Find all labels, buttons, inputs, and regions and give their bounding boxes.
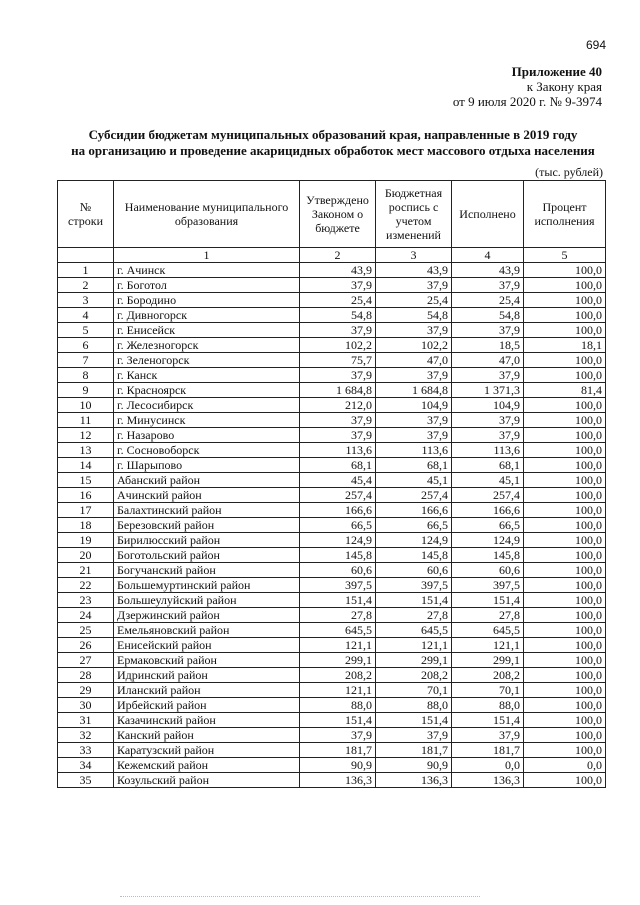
table-row	[58, 653, 606, 668]
subsidies-table	[57, 180, 606, 788]
cell-approved: 90,9	[300, 758, 376, 773]
cell-approved: 136,3	[300, 773, 376, 788]
document-title	[40, 127, 626, 159]
cell-municipality: Боготольский район	[114, 548, 300, 563]
cell-revised: 27,8	[376, 608, 452, 623]
cell-executed: 645,5	[452, 623, 524, 638]
cell-executed: 37,9	[452, 728, 524, 743]
cell-executed: 299,1	[452, 653, 524, 668]
cell-row-number: 18	[58, 518, 114, 533]
cell-approved: 645,5	[300, 623, 376, 638]
table-row	[58, 623, 606, 638]
cell-municipality: г. Бородино	[114, 293, 300, 308]
cell-municipality: г. Боготол	[114, 278, 300, 293]
cell-revised: 37,9	[376, 428, 452, 443]
cell-executed: 37,9	[452, 278, 524, 293]
table-row	[58, 398, 606, 413]
cell-executed: 37,9	[452, 428, 524, 443]
cell-executed: 151,4	[452, 593, 524, 608]
cell-municipality: г. Сосновоборск	[114, 443, 300, 458]
column-number: 3	[376, 248, 452, 263]
cell-revised: 88,0	[376, 698, 452, 713]
cell-municipality: Большеулуйский район	[114, 593, 300, 608]
cell-approved: 145,8	[300, 548, 376, 563]
cell-revised: 54,8	[376, 308, 452, 323]
cell-percent: 100,0	[524, 323, 606, 338]
cell-percent: 100,0	[524, 713, 606, 728]
table-body	[58, 263, 606, 788]
document-title-line-1: Субсидии бюджетам муниципальных образований края, направленные в 2019 году	[88, 127, 578, 142]
cell-row-number: 31	[58, 713, 114, 728]
cell-municipality: г. Лесосибирск	[114, 398, 300, 413]
cell-percent: 0,0	[524, 758, 606, 773]
cell-approved: 66,5	[300, 518, 376, 533]
cell-executed: 104,9	[452, 398, 524, 413]
cell-revised: 68,1	[376, 458, 452, 473]
cell-row-number: 13	[58, 443, 114, 458]
cell-executed: 43,9	[452, 263, 524, 278]
cell-revised: 90,9	[376, 758, 452, 773]
cell-row-number: 24	[58, 608, 114, 623]
cell-percent: 100,0	[524, 563, 606, 578]
cell-approved: 151,4	[300, 713, 376, 728]
cell-approved: 37,9	[300, 428, 376, 443]
appendix-law-date: от 9 июля 2020 г. № 9-3974	[452, 94, 602, 109]
cell-row-number: 32	[58, 728, 114, 743]
table-row	[58, 743, 606, 758]
cell-row-number: 16	[58, 488, 114, 503]
cell-row-number: 30	[58, 698, 114, 713]
table-row	[58, 278, 606, 293]
cell-executed: 397,5	[452, 578, 524, 593]
units-note: (тыс. рублей)	[535, 165, 603, 179]
cell-executed: 208,2	[452, 668, 524, 683]
table-row	[58, 728, 606, 743]
cell-executed: 121,1	[452, 638, 524, 653]
cell-executed: 70,1	[452, 683, 524, 698]
cell-municipality: Емельяновский район	[114, 623, 300, 638]
table-row	[58, 488, 606, 503]
cell-approved: 299,1	[300, 653, 376, 668]
cell-percent: 100,0	[524, 593, 606, 608]
cell-municipality: г. Ачинск	[114, 263, 300, 278]
table-row	[58, 668, 606, 683]
cell-percent: 100,0	[524, 698, 606, 713]
cell-approved: 257,4	[300, 488, 376, 503]
table-row	[58, 578, 606, 593]
cell-percent: 100,0	[524, 443, 606, 458]
cell-percent: 100,0	[524, 398, 606, 413]
cell-approved: 88,0	[300, 698, 376, 713]
page-number: 694	[586, 38, 607, 52]
cell-executed: 37,9	[452, 323, 524, 338]
table-row	[58, 518, 606, 533]
cell-approved: 45,4	[300, 473, 376, 488]
cell-municipality: Казачинский район	[114, 713, 300, 728]
table-row	[58, 533, 606, 548]
cell-revised: 124,9	[376, 533, 452, 548]
cell-percent: 100,0	[524, 548, 606, 563]
cell-revised: 37,9	[376, 278, 452, 293]
cell-municipality: Каратузский район	[114, 743, 300, 758]
cell-municipality: г. Шарыпово	[114, 458, 300, 473]
document-title-line-2: на организацию и проведение акарицидных обработок мест массового отдыха населения	[71, 143, 595, 158]
cell-row-number: 14	[58, 458, 114, 473]
cell-revised: 45,1	[376, 473, 452, 488]
cell-executed: 88,0	[452, 698, 524, 713]
cell-approved: 181,7	[300, 743, 376, 758]
cell-municipality: Березовский район	[114, 518, 300, 533]
table-row	[58, 353, 606, 368]
cell-row-number: 17	[58, 503, 114, 518]
cell-row-number: 28	[58, 668, 114, 683]
cell-row-number: 27	[58, 653, 114, 668]
cell-percent: 81,4	[524, 383, 606, 398]
cell-municipality: Канский район	[114, 728, 300, 743]
cell-municipality: Козульский район	[114, 773, 300, 788]
cell-row-number: 12	[58, 428, 114, 443]
cell-row-number: 10	[58, 398, 114, 413]
cell-percent: 18,1	[524, 338, 606, 353]
cell-percent: 100,0	[524, 308, 606, 323]
cell-revised: 181,7	[376, 743, 452, 758]
cell-percent: 100,0	[524, 353, 606, 368]
cell-percent: 100,0	[524, 773, 606, 788]
header-row-number: № строки	[58, 181, 114, 248]
header-executed: Исполнено	[452, 181, 524, 248]
cell-approved: 212,0	[300, 398, 376, 413]
cell-municipality: г. Зеленогорск	[114, 353, 300, 368]
table-row	[58, 548, 606, 563]
cell-revised: 102,2	[376, 338, 452, 353]
cell-executed: 0,0	[452, 758, 524, 773]
cell-executed: 54,8	[452, 308, 524, 323]
cell-revised: 60,6	[376, 563, 452, 578]
cell-approved: 166,6	[300, 503, 376, 518]
cell-percent: 100,0	[524, 638, 606, 653]
cell-municipality: Ермаковский район	[114, 653, 300, 668]
cell-revised: 70,1	[376, 683, 452, 698]
cell-revised: 37,9	[376, 323, 452, 338]
table-row	[58, 293, 606, 308]
table-row	[58, 368, 606, 383]
cell-row-number: 20	[58, 548, 114, 563]
cell-revised: 37,9	[376, 728, 452, 743]
cell-revised: 151,4	[376, 713, 452, 728]
cell-row-number: 22	[58, 578, 114, 593]
cell-row-number: 33	[58, 743, 114, 758]
cell-municipality: Иланский район	[114, 683, 300, 698]
cell-revised: 397,5	[376, 578, 452, 593]
cell-revised: 145,8	[376, 548, 452, 563]
cell-approved: 25,4	[300, 293, 376, 308]
cell-executed: 166,6	[452, 503, 524, 518]
cell-approved: 43,9	[300, 263, 376, 278]
cell-revised: 257,4	[376, 488, 452, 503]
cell-approved: 54,8	[300, 308, 376, 323]
cell-approved: 37,9	[300, 368, 376, 383]
cell-revised: 43,9	[376, 263, 452, 278]
cell-municipality: г. Минусинск	[114, 413, 300, 428]
table-row	[58, 428, 606, 443]
cell-executed: 27,8	[452, 608, 524, 623]
cell-executed: 37,9	[452, 413, 524, 428]
cell-percent: 100,0	[524, 428, 606, 443]
cell-revised: 47,0	[376, 353, 452, 368]
cell-row-number: 23	[58, 593, 114, 608]
cell-municipality: г. Железногорск	[114, 338, 300, 353]
table-row	[58, 383, 606, 398]
cell-approved: 75,7	[300, 353, 376, 368]
cell-municipality: Кежемский район	[114, 758, 300, 773]
cell-row-number: 2	[58, 278, 114, 293]
cell-percent: 100,0	[524, 458, 606, 473]
cell-revised: 37,9	[376, 413, 452, 428]
cell-row-number: 1	[58, 263, 114, 278]
appendix-title: Приложение 40	[511, 64, 602, 79]
table-row	[58, 323, 606, 338]
cell-municipality: Дзержинский район	[114, 608, 300, 623]
cell-percent: 100,0	[524, 608, 606, 623]
cell-revised: 104,9	[376, 398, 452, 413]
cell-row-number: 26	[58, 638, 114, 653]
cell-row-number: 9	[58, 383, 114, 398]
cell-revised: 166,6	[376, 503, 452, 518]
cell-municipality: г. Канск	[114, 368, 300, 383]
cell-revised: 121,1	[376, 638, 452, 653]
cell-percent: 100,0	[524, 683, 606, 698]
appendix-block	[453, 64, 602, 109]
cell-executed: 47,0	[452, 353, 524, 368]
cell-approved: 60,6	[300, 563, 376, 578]
cell-row-number: 35	[58, 773, 114, 788]
cell-percent: 100,0	[524, 623, 606, 638]
column-number-row	[58, 248, 606, 263]
page-bottom-divider	[120, 896, 480, 901]
cell-executed: 25,4	[452, 293, 524, 308]
cell-municipality: Большемуртинский район	[114, 578, 300, 593]
cell-approved: 102,2	[300, 338, 376, 353]
cell-percent: 100,0	[524, 533, 606, 548]
column-number: 1	[114, 248, 300, 263]
cell-revised: 208,2	[376, 668, 452, 683]
cell-municipality: Ирбейский район	[114, 698, 300, 713]
cell-percent: 100,0	[524, 518, 606, 533]
column-number: 2	[300, 248, 376, 263]
cell-municipality: Балахтинский район	[114, 503, 300, 518]
header-municipality: Наименование муниципального образования	[114, 181, 300, 248]
cell-revised: 136,3	[376, 773, 452, 788]
table-row	[58, 638, 606, 653]
table-row	[58, 608, 606, 623]
cell-approved: 151,4	[300, 593, 376, 608]
cell-executed: 113,6	[452, 443, 524, 458]
column-number: 4	[452, 248, 524, 263]
cell-municipality: Бирилюсский район	[114, 533, 300, 548]
header-percent: Процент исполнения	[524, 181, 606, 248]
cell-percent: 100,0	[524, 743, 606, 758]
cell-percent: 100,0	[524, 488, 606, 503]
cell-executed: 124,9	[452, 533, 524, 548]
table-row	[58, 263, 606, 278]
cell-revised: 113,6	[376, 443, 452, 458]
cell-municipality: г. Енисейск	[114, 323, 300, 338]
cell-row-number: 34	[58, 758, 114, 773]
cell-row-number: 7	[58, 353, 114, 368]
cell-approved: 37,9	[300, 323, 376, 338]
table-row	[58, 758, 606, 773]
cell-executed: 66,5	[452, 518, 524, 533]
cell-approved: 124,9	[300, 533, 376, 548]
cell-percent: 100,0	[524, 263, 606, 278]
cell-row-number: 29	[58, 683, 114, 698]
table-row	[58, 683, 606, 698]
cell-row-number: 6	[58, 338, 114, 353]
cell-executed: 68,1	[452, 458, 524, 473]
cell-revised: 25,4	[376, 293, 452, 308]
cell-percent: 100,0	[524, 578, 606, 593]
cell-percent: 100,0	[524, 368, 606, 383]
cell-executed: 145,8	[452, 548, 524, 563]
table-row	[58, 593, 606, 608]
cell-municipality: Ачинский район	[114, 488, 300, 503]
cell-approved: 37,9	[300, 413, 376, 428]
table-row	[58, 698, 606, 713]
appendix-law-ref: к Закону края	[526, 79, 602, 94]
cell-percent: 100,0	[524, 653, 606, 668]
table-row	[58, 713, 606, 728]
cell-approved: 27,8	[300, 608, 376, 623]
cell-approved: 397,5	[300, 578, 376, 593]
cell-percent: 100,0	[524, 413, 606, 428]
cell-revised: 299,1	[376, 653, 452, 668]
cell-approved: 113,6	[300, 443, 376, 458]
cell-executed: 37,9	[452, 368, 524, 383]
cell-executed: 1 371,3	[452, 383, 524, 398]
header-revised: Бюджетная роспись с учетом изменений	[376, 181, 452, 248]
cell-percent: 100,0	[524, 503, 606, 518]
table-row	[58, 503, 606, 518]
cell-row-number: 11	[58, 413, 114, 428]
cell-municipality: г. Красноярск	[114, 383, 300, 398]
cell-revised: 37,9	[376, 368, 452, 383]
cell-approved: 68,1	[300, 458, 376, 473]
table-row	[58, 413, 606, 428]
table-row	[58, 563, 606, 578]
cell-row-number: 8	[58, 368, 114, 383]
cell-approved: 121,1	[300, 683, 376, 698]
cell-executed: 60,6	[452, 563, 524, 578]
table-row	[58, 443, 606, 458]
table-row	[58, 473, 606, 488]
cell-executed: 45,1	[452, 473, 524, 488]
cell-row-number: 21	[58, 563, 114, 578]
table-row	[58, 773, 606, 788]
table-header-row	[58, 181, 606, 248]
cell-revised: 66,5	[376, 518, 452, 533]
cell-executed: 151,4	[452, 713, 524, 728]
table-row	[58, 308, 606, 323]
cell-municipality: Богучанский район	[114, 563, 300, 578]
cell-approved: 208,2	[300, 668, 376, 683]
cell-executed: 18,5	[452, 338, 524, 353]
header-approved: Утверждено Законом о бюджете	[300, 181, 376, 248]
cell-percent: 100,0	[524, 668, 606, 683]
cell-approved: 121,1	[300, 638, 376, 653]
table-row	[58, 338, 606, 353]
cell-percent: 100,0	[524, 293, 606, 308]
cell-row-number: 19	[58, 533, 114, 548]
cell-approved: 1 684,8	[300, 383, 376, 398]
cell-approved: 37,9	[300, 728, 376, 743]
table-row	[58, 458, 606, 473]
cell-municipality: Енисейский район	[114, 638, 300, 653]
cell-revised: 1 684,8	[376, 383, 452, 398]
cell-row-number: 5	[58, 323, 114, 338]
cell-revised: 151,4	[376, 593, 452, 608]
cell-municipality: Идринский район	[114, 668, 300, 683]
column-number: 5	[524, 248, 606, 263]
cell-percent: 100,0	[524, 278, 606, 293]
cell-executed: 181,7	[452, 743, 524, 758]
cell-approved: 37,9	[300, 278, 376, 293]
cell-row-number: 25	[58, 623, 114, 638]
cell-municipality: г. Дивногорск	[114, 308, 300, 323]
cell-row-number: 3	[58, 293, 114, 308]
cell-row-number: 15	[58, 473, 114, 488]
cell-executed: 136,3	[452, 773, 524, 788]
cell-row-number: 4	[58, 308, 114, 323]
cell-municipality: г. Назарово	[114, 428, 300, 443]
column-number-blank	[58, 248, 114, 263]
cell-municipality: Абанский район	[114, 473, 300, 488]
cell-executed: 257,4	[452, 488, 524, 503]
cell-percent: 100,0	[524, 728, 606, 743]
cell-percent: 100,0	[524, 473, 606, 488]
cell-revised: 645,5	[376, 623, 452, 638]
